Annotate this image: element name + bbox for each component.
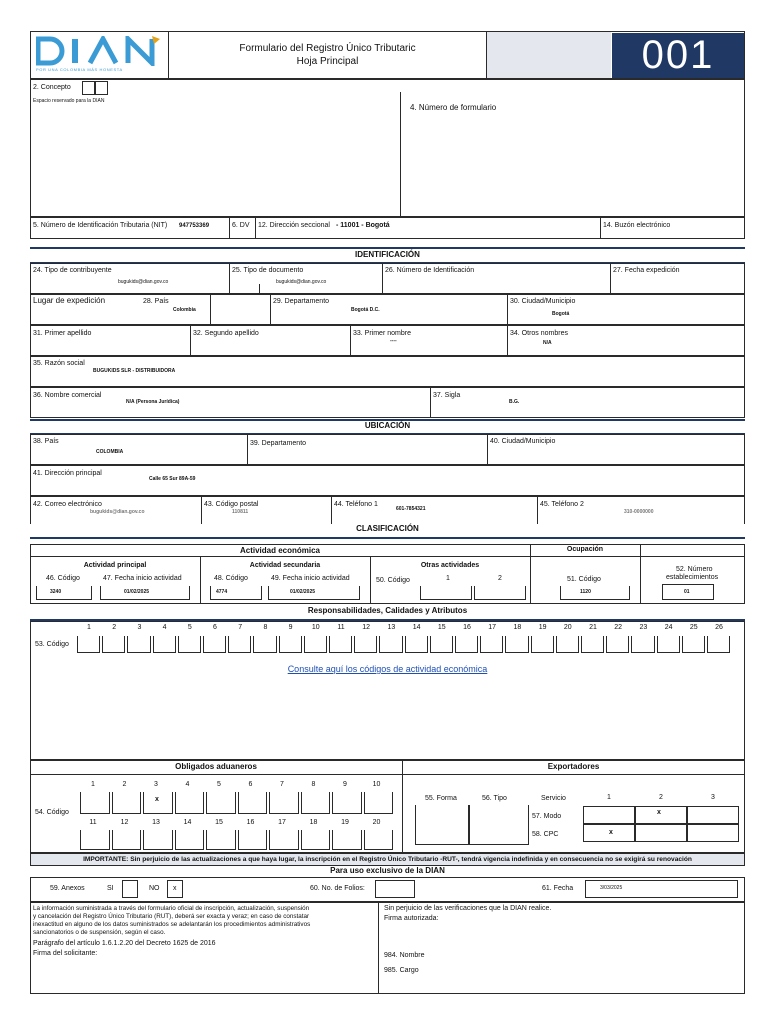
concepto-box-2[interactable]	[95, 81, 108, 95]
top-block	[30, 79, 745, 217]
reserved-label: Espacio reservado para la DIAN	[33, 98, 105, 104]
modo-label: 57. Modo	[532, 813, 562, 820]
anexos-label: 59. Anexos	[50, 885, 85, 892]
firma-autorizada-label[interactable]: Firma autorizada:	[384, 915, 439, 922]
resp-number-16: 16	[463, 624, 471, 631]
aduanero-box-8[interactable]	[301, 792, 331, 814]
aduanero-box-7[interactable]	[269, 792, 299, 814]
codigo48-value: 4774	[216, 589, 228, 595]
codigo50-label: 50. Código	[376, 577, 410, 584]
forma-label: 55. Forma	[425, 795, 457, 802]
primer-nombre-label: 33. Primer nombre	[353, 330, 411, 337]
forma-box[interactable]	[415, 805, 469, 845]
modo-mark: x	[657, 809, 661, 816]
concepto-label: 2. Concepto	[33, 84, 71, 91]
resp-number-2: 2	[112, 624, 117, 631]
resp-code-box-3[interactable]	[127, 636, 150, 653]
aduanero-box-1[interactable]	[80, 792, 110, 814]
modo-box-3[interactable]	[687, 806, 739, 824]
resp-number-12: 12	[362, 624, 371, 631]
resp-number-25: 25	[689, 624, 698, 631]
aduanero-number-8: 8	[311, 781, 316, 788]
fecha-value: 3/03/2025	[600, 885, 623, 891]
fecha-expedicion-label: 27. Fecha expedición	[613, 267, 680, 274]
info-line-1: La información suministrada a través del formulario oficial de inscripción, actualización, suspensión	[33, 905, 310, 912]
resp-code-box-8[interactable]	[253, 636, 276, 653]
aduanero-mark: x	[155, 796, 159, 803]
resp-code-box-12[interactable]	[354, 636, 377, 653]
fecha47-label: 47. Fecha inicio actividad	[103, 575, 182, 582]
modo-box-1[interactable]	[583, 806, 635, 824]
resp-number-7: 7	[238, 624, 243, 631]
uso-dian-title: Para uso exclusivo de la DIAN	[330, 866, 445, 875]
servicio-col-3: 3	[711, 794, 715, 801]
resp-code-box-19[interactable]	[531, 636, 554, 653]
direccion-value: Calle 65 Sur 89A-59	[149, 476, 196, 482]
nit-label: 5. Número de Identificación Tributaria (NIT)	[33, 222, 168, 229]
telefono1-value: 601-7854321	[396, 506, 426, 512]
aduanero-box-15[interactable]	[206, 830, 236, 850]
resp-code-box-7[interactable]	[228, 636, 251, 653]
resp-number-22: 22	[614, 624, 623, 631]
resp-number-6: 6	[213, 624, 217, 631]
cpc-box-3[interactable]	[687, 824, 739, 842]
aduanero-number-9: 9	[343, 781, 347, 788]
aduanero-number-13: 13	[152, 819, 160, 826]
resp-code-box-18[interactable]	[505, 636, 528, 653]
telefono2-label: 45. Teléfono 2	[540, 501, 584, 508]
resp-number-15: 15	[437, 624, 446, 631]
resp-code-box-6[interactable]	[203, 636, 226, 653]
servicio-col-2: 2	[659, 794, 663, 801]
ciudad-value: Bogotá	[552, 311, 570, 317]
seccional-value: - 11001 - Bogotá	[336, 222, 390, 229]
tipo-documento-value: bugukids@dian.gov.co	[276, 279, 327, 285]
aduanero-box-2[interactable]	[112, 792, 142, 814]
header-title	[169, 42, 486, 68]
aduanero-number-12: 12	[120, 819, 129, 826]
form-number-label: 4. Número de formulario	[410, 103, 497, 112]
resp-number-3: 3	[137, 624, 142, 631]
aduanero-box-13[interactable]	[143, 830, 173, 850]
identificacion-title: IDENTIFICACIÓN	[355, 250, 420, 259]
aduaneros-code-label: 54. Código	[35, 809, 69, 816]
cpc-label: 58. CPC	[532, 831, 559, 838]
num-establecimientos-value: 01	[684, 589, 690, 595]
ubic-pais-value: COLOMBIA	[96, 449, 124, 455]
aduanero-box-17[interactable]	[269, 830, 299, 850]
resp-number-4: 4	[162, 624, 167, 631]
aduanero-number-4: 4	[185, 781, 190, 788]
no-label: NO	[149, 885, 160, 892]
dv-label: 6. DV	[232, 222, 250, 229]
ubicacion-row-1[interactable]	[30, 434, 745, 465]
num-establecimientos-label-2: establecimientos	[666, 574, 719, 581]
ubic-departamento-label: 39. Departamento	[250, 440, 307, 447]
responsabilidades-title: Responsabilidades, Calidades y Atributos	[307, 606, 468, 615]
aduanero-number-17: 17	[278, 819, 286, 826]
resp-number-11: 11	[337, 624, 345, 631]
aduanero-number-6: 6	[248, 781, 253, 788]
otras-col-2: 2	[498, 575, 502, 582]
aduanero-box-16[interactable]	[238, 830, 268, 850]
pais-value: Colombia	[173, 307, 196, 313]
resp-number-18: 18	[513, 624, 522, 631]
aduanero-box-9[interactable]	[332, 792, 362, 814]
aduanero-box-11[interactable]	[80, 830, 110, 850]
actividad-economica-title: Actividad económica	[239, 546, 321, 555]
firma-solicitante-label[interactable]: Firma del solicitante:	[33, 950, 98, 957]
resp-code-box-13[interactable]	[379, 636, 402, 653]
resp-number-26: 26	[715, 624, 723, 631]
resp-number-23: 23	[639, 624, 648, 631]
header-grey-cell	[487, 32, 611, 78]
correo-label: 42. Correo electrónico	[33, 501, 102, 508]
title-line-2: Hoja Principal	[296, 56, 359, 67]
importante-text: IMPORTANTE: Sin perjuicio de las actualizaciones a que haya lugar, la inscripción en el Registro Único Tributario -RUT-, tendrá vigencia indefinida y en consecuencia no se exigirá su renovación	[83, 856, 692, 863]
si-label: SI	[107, 885, 114, 892]
lugar-expedicion-label: Lugar de expedición	[33, 296, 106, 305]
anexos-si-box[interactable]	[122, 880, 138, 898]
cpc-mark: x	[609, 829, 613, 836]
footer-info	[33, 905, 375, 937]
modo-box-2[interactable]	[635, 806, 687, 824]
telefono2-value: 310-0000000	[624, 509, 654, 515]
pais-label: 28. País	[143, 298, 169, 305]
ubic-ciudad-label: 40. Ciudad/Municipio	[490, 438, 556, 445]
tipo-label: 56. Tipo	[482, 795, 507, 802]
sigla-value: B.G.	[509, 399, 520, 405]
dian-logo	[36, 36, 162, 74]
aduanero-box-19[interactable]	[332, 830, 362, 850]
aduanero-box-20[interactable]	[364, 830, 394, 850]
ocupacion-title: Ocupación	[566, 546, 604, 553]
resp-code-box-16[interactable]	[455, 636, 478, 653]
codigo-postal-label: 43. Código postal	[204, 501, 259, 508]
aduanero-box-12[interactable]	[112, 830, 142, 850]
resp-number-5: 5	[187, 624, 192, 631]
segundo-apellido-label: 32. Segundo apellido	[193, 330, 259, 337]
correo-value: bugukids@dian.gov.co	[90, 509, 145, 515]
resp-code-box-17[interactable]	[480, 636, 503, 653]
nombre-comercial-value: N/A (Persona Jurídica)	[126, 399, 180, 405]
otros-nombres-label: 34. Otros nombres	[510, 330, 568, 337]
logo-tagline: POR UNA COLOMBIA MÁS HONESTA	[36, 67, 123, 72]
razon-social-label: 35. Razón social	[33, 360, 85, 367]
resp-number-9: 9	[288, 624, 293, 631]
aduanero-number-18: 18	[309, 819, 318, 826]
resp-code-box-15[interactable]	[430, 636, 453, 653]
ubicacion-title: UBICACIÓN	[364, 421, 411, 430]
resp-code-box-23[interactable]	[631, 636, 654, 653]
aduanero-number-20: 20	[372, 819, 381, 826]
aduanero-number-15: 15	[215, 819, 223, 826]
ciudad-label: 30. Ciudad/Municipio	[510, 298, 576, 305]
id-row-2[interactable]	[30, 294, 745, 325]
resp-number-8: 8	[263, 624, 268, 631]
fecha49-label: 49. Fecha inicio actividad	[271, 575, 350, 582]
primer-nombre-value: ----	[390, 338, 397, 344]
resp-code-box-9[interactable]	[279, 636, 302, 653]
buzon-label: 14. Buzón electrónico	[603, 222, 671, 229]
dian-logo-mark	[36, 36, 162, 66]
codigo51-value: 1120	[580, 589, 591, 595]
info-line-3: inexactitud en alguno de los datos suministrados se adelantarán los procedimientos administrativos	[33, 921, 311, 928]
resp-number-24: 24	[664, 624, 673, 631]
actividad-secundaria-title: Actividad secundaria	[249, 562, 321, 569]
codigo-postal-value: 110811	[232, 509, 249, 515]
resp-number-17: 17	[488, 624, 497, 631]
aduaneros-title: Obligados aduaneros	[175, 762, 257, 771]
codigo48-label: 48. Código	[214, 575, 248, 582]
title-line-1: Formulario del Registro Único Tributaric	[239, 43, 416, 54]
resp-number-20: 20	[563, 624, 572, 631]
fecha49-value: 01/02/2025	[290, 589, 316, 595]
otras-actividades-title: Otras actividades	[420, 562, 480, 569]
aduanero-box-14[interactable]	[175, 830, 205, 850]
resp-code-box-20[interactable]	[556, 636, 579, 653]
aduanero-box-6[interactable]	[238, 792, 268, 814]
resp-code-box-14[interactable]	[405, 636, 428, 653]
form-number-box: 001	[612, 33, 744, 78]
aduanero-number-5: 5	[217, 781, 221, 788]
aduanero-number-3: 3	[154, 781, 158, 788]
info-line-2: y cancelación del Registro Único Tributario (RUT), deberá ser exacta y veraz; en caso de constatar	[33, 913, 310, 920]
aduanero-number-19: 19	[341, 819, 349, 826]
servicio-col-1: 1	[607, 794, 611, 801]
codigo51-label: 51. Código	[567, 576, 601, 583]
resp-number-10: 10	[311, 624, 320, 631]
aduanero-box-5[interactable]	[206, 792, 236, 814]
num-identificacion-label: 26. Número de Identificación	[385, 267, 475, 274]
direccion-row[interactable]	[30, 465, 745, 496]
resp-number-13: 13	[387, 624, 396, 631]
info-line-4: sancionatorios o de suspensión, según el caso.	[33, 929, 166, 936]
otras-1-box[interactable]	[420, 586, 472, 600]
tipo-documento-label: 25. Tipo de documento	[232, 267, 304, 274]
resp-code-box-2[interactable]	[102, 636, 125, 653]
ubic-pais-label: 38. País	[33, 438, 59, 445]
codigo46-value: 3240	[50, 589, 62, 595]
resp-number-14: 14	[412, 624, 421, 631]
resp-code-box-24[interactable]	[657, 636, 680, 653]
aduanero-box-4[interactable]	[175, 792, 205, 814]
tipo-box[interactable]	[469, 805, 529, 845]
concepto-box-1[interactable]	[82, 81, 95, 95]
resp-code-box-26[interactable]	[707, 636, 730, 653]
aduanero-box-10[interactable]	[364, 792, 394, 814]
codigo51-box[interactable]	[560, 586, 630, 600]
cargo-label: 985. Cargo	[384, 967, 419, 974]
otras-col-1: 1	[446, 575, 450, 582]
actividad-principal-title: Actividad principal	[83, 562, 147, 569]
folios-label: 60. No. de Folios:	[310, 885, 365, 892]
nombre-label: 984. Nombre	[384, 952, 425, 959]
departamento-label: 29. Departamento	[273, 298, 330, 305]
exportadores-title: Exportadores	[547, 762, 600, 771]
aduanero-number-14: 14	[183, 819, 192, 826]
aduanero-number-1: 1	[91, 781, 95, 788]
folios-box[interactable]	[375, 880, 415, 898]
no-mark: x	[173, 885, 177, 892]
primer-apellido-label: 31. Primer apellido	[33, 330, 92, 337]
resp-code-box-1[interactable]	[77, 636, 100, 653]
codigo46-label: 46. Código	[46, 575, 80, 582]
paragrafo-text: Parágrafo del artículo 1.6.1.2.20 del Decreto 1625 de 2016	[33, 940, 216, 947]
resp-number-1: 1	[87, 624, 91, 631]
num-establecimientos-label-1: 52. Número	[676, 566, 713, 573]
aduanero-number-16: 16	[246, 819, 255, 826]
seccional-label: 12. Dirección seccional	[258, 222, 330, 229]
aduanero-box-18[interactable]	[301, 830, 331, 850]
aduanero-number-7: 7	[280, 781, 284, 788]
aduanero-number-10: 10	[372, 781, 381, 788]
aduanero-number-2: 2	[122, 781, 127, 788]
direccion-label: 41. Dirección principal	[33, 470, 102, 477]
resp-code-box-4[interactable]	[153, 636, 176, 653]
nit-value: 947753369	[179, 223, 210, 229]
verificaciones-text: Sin perjuicio de las verificaciones que la DIAN realice.	[384, 905, 552, 912]
resp-number-21: 21	[589, 624, 597, 631]
departamento-value: Bogotá D.C.	[351, 307, 380, 313]
resp-code-label: 53. Código	[35, 641, 69, 648]
resp-number-19: 19	[538, 624, 547, 631]
tipo-contribuyente-label: 24. Tipo de contribuyente	[33, 267, 112, 274]
telefono1-label: 44. Teléfono 1	[334, 501, 378, 508]
resp-code-box-11[interactable]	[329, 636, 352, 653]
servicio-label: Servicio	[541, 795, 566, 802]
codigo46-box[interactable]	[36, 586, 92, 600]
razon-social-value: BUGUKIDS SLR - DISTRIBUIDORA	[93, 368, 176, 374]
fecha47-value: 01/02/2025	[124, 589, 150, 595]
resp-code-box-5[interactable]	[178, 636, 201, 653]
resp-code-box-25[interactable]	[682, 636, 705, 653]
cpc-box-2[interactable]	[635, 824, 687, 842]
resp-code-box-22[interactable]	[606, 636, 629, 653]
resp-code-box-10[interactable]	[304, 636, 327, 653]
otras-2-box[interactable]	[474, 586, 526, 600]
aduanero-number-11: 11	[89, 819, 97, 826]
tipo-contribuyente-value: bugukids@dian.gov.co	[118, 279, 169, 285]
otros-nombres-value: N/A	[543, 340, 552, 346]
codigos-actividad-link[interactable]: Consulte aquí los códigos de actividad económica	[287, 664, 488, 674]
fecha-label: 61. Fecha	[542, 885, 574, 892]
clasificacion-title: CLASIFICACIÓN	[356, 524, 419, 533]
nombre-comercial-label: 36. Nombre comercial	[33, 392, 102, 399]
sigla-label: 37. Sigla	[433, 392, 461, 399]
resp-code-box-21[interactable]	[581, 636, 604, 653]
